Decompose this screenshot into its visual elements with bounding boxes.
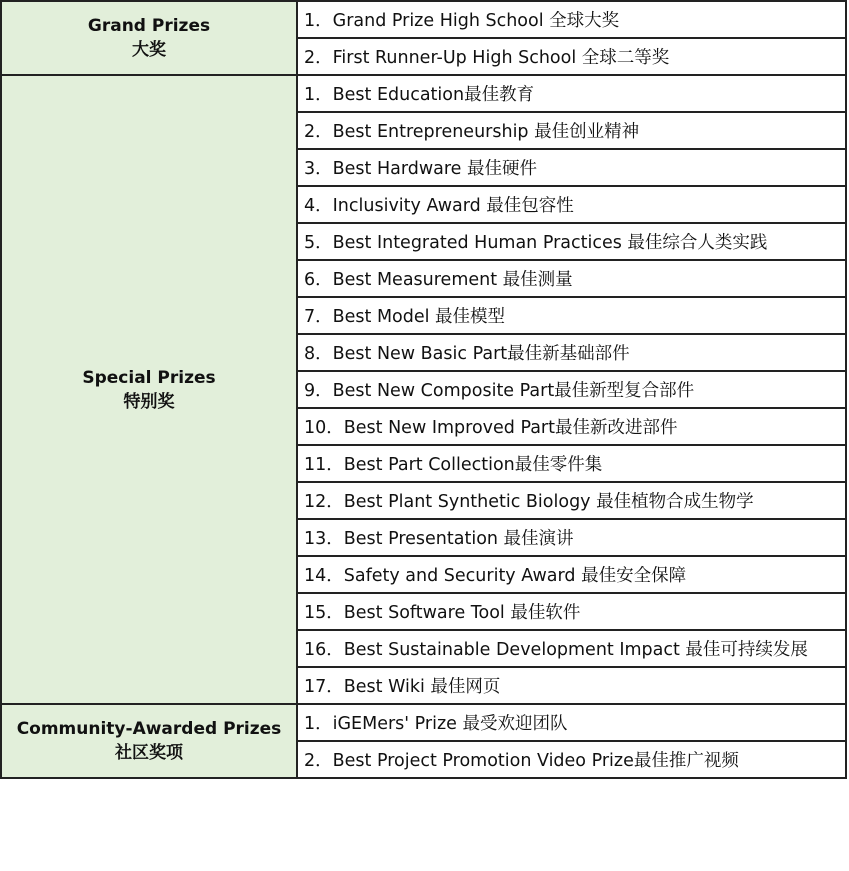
prize-item: 13．Best Presentation 最佳演讲 xyxy=(297,519,846,556)
table-row xyxy=(1,1,846,38)
prizes-table-body xyxy=(1,1,846,778)
category-cell-community-prizes xyxy=(1,704,297,778)
prize-item: 11．Best Part Collection最佳零件集 xyxy=(297,445,846,482)
prize-item: 1．Best Education最佳教育 xyxy=(297,75,846,112)
prize-item: 14．Safety and Security Award 最佳安全保障 xyxy=(297,556,846,593)
prize-item: 6．Best Measurement 最佳测量 xyxy=(297,260,846,297)
prize-item: 2．Best Project Promotion Video Prize最佳推广视频 xyxy=(297,741,846,778)
prize-item: 12．Best Plant Synthetic Biology 最佳植物合成生物学 xyxy=(297,482,846,519)
category-name-zh: 特别奖 xyxy=(123,391,175,412)
prize-item: 2．Best Entrepreneurship 最佳创业精神 xyxy=(297,112,846,149)
category-cell-grand-prizes xyxy=(1,1,297,75)
table-row xyxy=(1,75,846,112)
prize-item: 10．Best New Improved Part最佳新改进部件 xyxy=(297,408,846,445)
category-name-en: Grand Prizes xyxy=(87,16,211,36)
category-name-en: Community-Awarded Prizes xyxy=(16,719,282,739)
prize-item: 9．Best New Composite Part最佳新型复合部件 xyxy=(297,371,846,408)
table-row xyxy=(1,704,846,741)
prize-item: 7．Best Model 最佳模型 xyxy=(297,297,846,334)
prize-item: 4．Inclusivity Award 最佳包容性 xyxy=(297,186,846,223)
category-name-zh: 社区奖项 xyxy=(115,743,183,763)
prize-item: 16．Best Sustainable Development Impact 最佳可持续发展 xyxy=(297,630,846,667)
category-cell-special-prizes xyxy=(1,75,297,704)
category-name-zh: 大奖 xyxy=(132,40,166,60)
prize-item: 17．Best Wiki 最佳网页 xyxy=(297,667,846,704)
category-name-en: Special Prizes xyxy=(82,367,216,388)
prize-item: 3．Best Hardware 最佳硬件 xyxy=(297,149,846,186)
prize-item: 1．iGEMers' Prize 最受欢迎团队 xyxy=(297,704,846,741)
prize-item: 1．Grand Prize High School 全球大奖 xyxy=(297,1,846,38)
prize-item: 8．Best New Basic Part最佳新基础部件 xyxy=(297,334,846,371)
prize-item: 5．Best Integrated Human Practices 最佳综合人类实践 xyxy=(297,223,846,260)
prize-item: 2．First Runner-Up High School 全球二等奖 xyxy=(297,38,846,75)
prize-item: 15．Best Software Tool 最佳软件 xyxy=(297,593,846,630)
